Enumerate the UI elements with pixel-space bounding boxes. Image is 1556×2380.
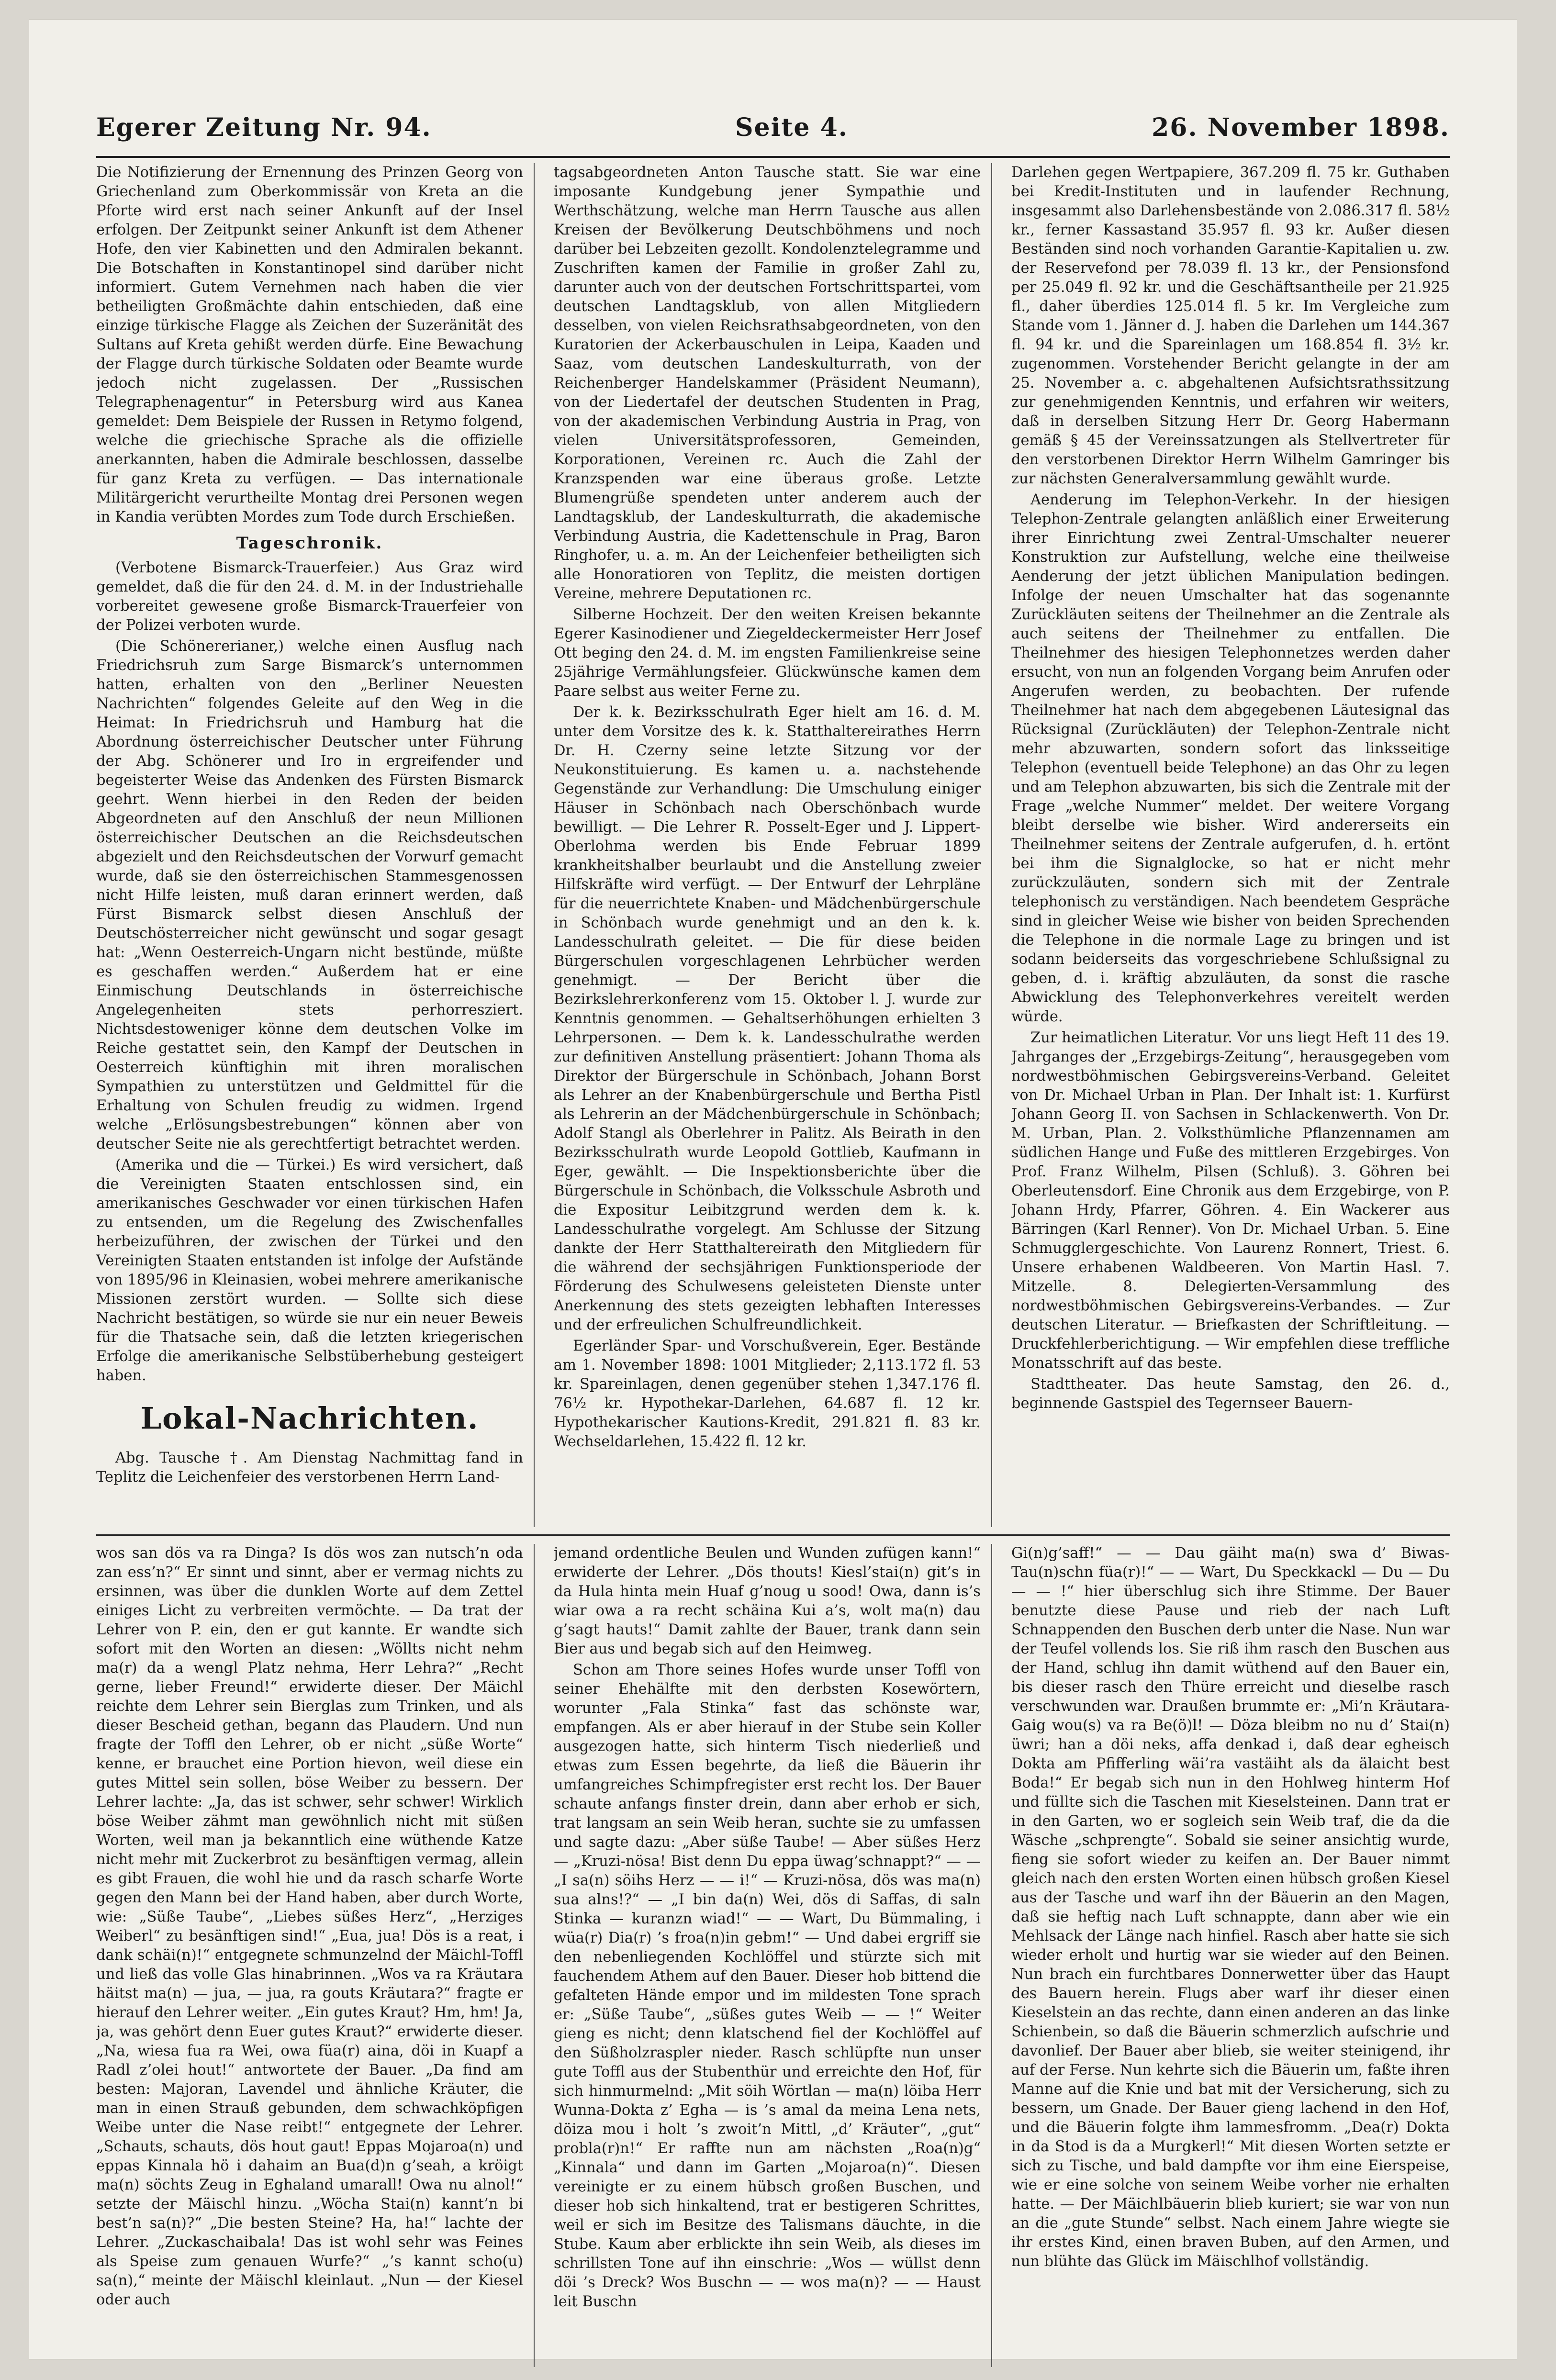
article-schoenererianer: (Die Schönererianer,) welche einen Ausflug nach Friedrichsruh zum Sarge Bismarck’s unternommen hatten, erhalten von den „Berliner Neuesten Nachrichten“ folgendes Geleite auf den Weg in die Heimat: In Friedrichsruh und Hamburg hat die Abordnung österreichischer Deutscher unter Führung der Abg. Schönerer und Iro in ergreifender und begeisterter Weise das Andenken des Fürsten Bismarck geehrt. Wenn hierbei in den Reden der beiden Abgeordneten auf den Anschluß der neun Millionen österreichischer Deutschen an die Reichsdeutschen abgezielt und den Reichsdeutschen der Vorwurf gemacht wurde, daß sie den österreichischen Stammesgenossen nicht Hilfe leisten, muß daran erinnert werden, daß Fürst Bismarck selbst diesen Anschluß der Deutschösterreicher nicht gewünscht und sogar gesagt hat: „Wenn Oesterreich-Ungarn nicht bestünde, müßte es geschaffen werden.“ Außerdem hat er eine Einmischung Deutschlands in österreichische Angelegenheiten stets perhorresziert. Nichtsdestoweniger könne dem deutschen Volke im Reiche gestattet sein, den Kampf der Deutschen in Oesterreich künftighin mit ihren moralischen Sympathien zu unterstützen und Geldmittel für die Erhaltung von Schulen freudig zu widmen. Irgend welche „Erlösungsbestrebungen“ können aber von deutscher Seite nie als gerechtfertigt betrachtet werden.	[96, 638, 523, 1152]
feuilleton-rule	[96, 1534, 1450, 1536]
section-heading-tageschronik: Tageschronik.	[236, 534, 383, 553]
article-crete: Die Notifizierung der Ernennung des Prinzen Georg von Griechenland zum Oberkommissär von Kreta an die Pforte wird erst nach seiner Ankunft auf der Insel erfolgen. Der Zeitpunkt seiner Ankunft ist dem Athener Hofe, den vier Kabinetten und den Admiralen bekannt. Die Botschaften in Konstantinopel sind darüber nicht informiert. Gutem Vernehmen nach haben die vier betheiligten Großmächte dahin entschieden, daß eine einzige türkische Flagge als Zeichen der Suzeränität des Sultans auf Kreta gehißt werden dürfe. Eine Bewachung der Flagge durch türkische Soldaten oder Beamte wurde jedoch nicht zugelassen. Der „Russischen Telegraphenagentur“ in Petersburg wird aus Kanea gemeldet: Dem Beispiele der Russen in Retymo folgend, welche die griechische Sprache als die offizielle anerkannten, haben die Admirale beschlossen, dasselbe für ganz Kreta zu verfügen. — Das internationale Militärgericht verurtheilte Montag drei Personen wegen in Kandia verübten Mordes zum Tode durch Erschießen.	[96, 164, 523, 525]
feuilleton-column-2	[554, 1544, 992, 2367]
header-masthead: Egerer Zeitung Nr. 94.	[96, 113, 432, 142]
article-amerika-tuerkei: (Amerika und die — Türkei.) Es wird versichert, daß die Vereinigten Staaten entschlossen sind, ein amerikanisches Geschwader vor einen türkischen Hafen zu entsenden, um die Regelung des Zwischenfalles herbeizuführen, der zwischen der Türkei und den Vereinigten Staaten entstanden ist infolge der Aufstände von 1895/96 in Kleinasien, wobei mehrere amerikanische Missionen zerstört wurden. — Sollte sich diese Nachricht bestätigen, so würde sie nur ein neuer Beweis für die Thatsache sein, daß die letzten kriegerischen Erfolge die amerikanische Selbstüberhebung gesteigert haben.	[96, 1157, 523, 1384]
page-header	[96, 113, 1450, 146]
header-page-number: Seite 4.	[735, 113, 848, 142]
news-column-2	[554, 163, 992, 1527]
newspaper-page	[29, 19, 1517, 2359]
article-bismarck-trauerfeier: (Verbotene Bismarck-Trauerfeier.) Aus Graz wird gemeldet, daß die für den 24. d. M. in der Industriehalle vorbereitet gewesene große Bismarck-Trauerfeier von der Polizei verboten wurde.	[96, 559, 523, 634]
article-sparverein: Egerländer Spar- und Vorschußverein, Eger. Bestände am 1. November 1898: 1001 Mitglieder; 2,113.172 fl. 53 kr. Spareinlagen, denen gegenüber stehen 1,347.176 fl. 76½ kr. Hypothekar-Darlehen, 64.687 fl. 12 kr. Hypothekarischer Kautions-Kredit, 291.821 fl. 83 kr. Wechseldarlehen, 15.422 fl. 12 kr.	[554, 1338, 981, 1450]
news-column-1	[96, 163, 535, 1527]
article-stadttheater: Stadttheater. Das heute Samstag, den 26. d., beginnende Gastspiel des Tegernseer Bauern-	[1011, 1376, 1450, 1412]
feuilleton-section	[96, 1544, 1450, 2367]
feuilleton-text-3: Gi(n)g’saff!“ — — Dau gäiht ma(n) swa d’ Biwas-Tau(n)schn füa(r)!“ — — Wart, Du Speckkackl — Du — Du — — !“ hier überschlug sich ihre Stimme. Der Bauer benutzte diese Pause und rieb der nach Luft Schnappenden den Buschen derb unter die Nase. Nun war der Teufel vollends los. Sie riß ihm rasch den Buschen aus der Hand, schlug ihn damit wüthend auf den Bauer ein, bis dieser rasch den Thüre erreicht und dieselbe rasch verschwunden war. Draußen brummte er: „Mi’n Kräutara-Gaig wou(s) va ra Be(ö)l! — Döza bleibm no nu d’ Stai(n) üwri; han a döi neks, affa denkad i, daß dear egheisch Dokta am Pfifferling wäi’ra vastäiht als da älaicht best Boda!“ Er begab sich nun in den Hohlweg hinterm Hof und füllte sich die Taschen mit Kieselsteinen. Dann trat er in den Garten, wo er sogleich sein Weib traf, die da die Wäsche „schprengte“. Sobald sie seiner ansichtig wurde, fieng sie sofort wieder zu keifen an. Der Bauer nimmt gleich nach den ersten Worten einen hübsch großen Kiesel aus der Tasche und warf ihn der Bäuerin an den Magen, daß sie heftig nach Luft schnappte, dann aber wie ein Mehlsack der Länge nach hinfiel. Rasch aber hatte sie sich wieder erholt und hurtig war sie wieder auf den Beinen. Nun brach ein furchtbares Donnerwetter über das Haupt des Bauern herein. Flugs aber warf ihr dieser einen Kieselstein an das rechte, dann einen anderen an das linke Schienbein, so daß die Bäuerin schmerzlich aufschrie und davonlief. Der Bauer aber blieb, sie weiter steinigend, ihr auf der Ferse. Nun kehrte sich die Bäuerin um, faßte ihren Manne auf die Knie und bat mit der Versicherung, sich zu bessern, um Gnade. Der Bauer gieng lachend in den Hof, und die Bäuerin folgte ihm lammesfromm. „Dea(r) Dokta in da Stod is da a Murgkerl!“ Mit diesen Worten setzte er sich zu Tische, und bald dampfte vor ihm eine Eierspeise, wie er eine solche von seinem Weibe vorher nie erhalten hatte. — Der Mäichlbäuerin blieb kuriert; sie war von nun an die „gute Stunde“ selbst. Nach einem Jahre wiegte sie ihr erstes Kind, einen braven Buben, auf den Armen, und nun blühte das Glück im Mäischlhof vollständig.	[1011, 1545, 1450, 2270]
news-section	[96, 163, 1450, 1527]
feuilleton-text-2a: jemand ordentliche Beulen und Wunden zufügen kann!“ erwiderte der Lehrer. „Dös thouts! Kiesl’stai(n) git’s in da Hula hinta mein Huaf g’noug u sood! Owa, dann is’s wiar owa a ra recht schäina Kui a’s, wolt ma(n) dau g’sagt hauts!“ Damit zahlte der Bauer, trank dann sein Bier aus und begab sich auf den Heimweg.	[554, 1545, 981, 1657]
header-rule	[96, 156, 1450, 158]
feuilleton-text-2b: Schon am Thore seines Hofes wurde unser Toffl von seiner Ehehälfte mit den derbsten Kosewörtern, worunter „Fala Stinka“ fast das schönste war, empfangen. Als er aber hierauf in der Stube sein Koller ausgezogen hatte, sich hinterm Tisch niederließ und etwas zum Essen begehrte, da ließ die Bäuerin ihr umfangreiches Schimpfregister erst recht los. Der Bauer schaute anfangs finster drein, dann aber erhob er sich, trat langsam an sein Weib heran, suchte sie zu umfassen und sagte dazu: „Aber süße Taube! — Aber süßes Herz — „Kruzi-nösa! Bist denn Du eppa üwag’schnappt?“ — — „I sa(n) söihs Herz — — i!“ — Kruzi-nösa, dös was ma(n) sua alns!?“ — „I bin da(n) Wei, dös di Saffas, di saln Stinka — kuranzn wiad!“ — — Wart, Du Bümmaling, i wüa(r) Dia(r) ’s froa(n)in gebm!“ — Und dabei ergriff sie den nebenliegenden Kochlöffel und stürzte sich mit fauchendem Athem auf den Bauer. Dieser hob bittend die gefalteten Hände empor und im mildesten Tone sprach er: „Süße Taube“, „süßes gutes Weib — — !“ Weiter gieng es nicht; denn klatschend fiel der Kochlöffel auf den Süßholzraspler nieder. Rasch schlüpfte nun unser gute Toffl aus der Stubenthür und erreichte den Hof, für sich hinmurmelnd: „Mit söih Wörtlan — ma(n) löiba Herr Wunna-Dokta z’ Egha — is ’s amal da meina Lena nets, döiza mou i holt ’s zwoit’n Mittl, „d’ Kräuter“, „gut“ probla(r)n!“ Er raffte nun am nächsten „Roa(n)g“ „Kinnala“ und dann im Garten „Mojaroa(n)“. Diesen vereinigte er zu einem hübsch großen Buschen, und dieser hob sich hinkaltend, trat er bestigeren Schrittes, weil er sich im Besitze des Talismans däuchte, in die Stube. Kaum aber erblickte ihn sein Weib, als dieses im schrillsten Tone auf ihn einschrie: „Wos — wüllst denn döi ’s Dreck? Wos Buschn — — wos ma(n)? — — Haust leit Buschn	[554, 1662, 981, 2310]
article-literatur: Zur heimatlichen Literatur. Vor uns liegt Heft 11 des 19. Jahrganges der „Erzgebirgs-Zeitung“, herausgegeben vom nordwestböhmischen Gebirgsvereins-Verband. Geleitet von Dr. Michael Urban in Plan. Der Inhalt ist: 1. Kurfürst Johann Georg II. von Sachsen in Schlackenwerth. Von Dr. M. Urban, Plan. 2. Volksthümliche Pflanzennamen am südlichen Hange und Fuße des mittleren Erzgebirges. Von Prof. Franz Wilhelm, Pilsen (Schluß). 3. Göhren bei Oberleutensdorf. Eine Chronik aus dem Erzgebirge, von P. Johann Hrdy, Pfarrer, Göhren. 4. Ein Wackerer aus Bärringen (Karl Renner). Von Dr. Michael Urban. 5. Eine Schmugglergeschichte. Von Laurenz Ronnert, Triest. 6. Unsere erhabenen Waldbeeren. Von Martin Hasl. 7. Mitzelle. 8. Delegierten-Versammlung des nordwestböhmischen Gebirgsvereins-Verbandes. — Zur deutschen Literatur. — Briefkasten der Schriftleitung. — Druckfehlerberichtigung. — Wir empfehlen diese treffliche Monatsschrift auf das beste.	[1011, 1029, 1450, 1372]
article-telephon: Aenderung im Telephon-Verkehr. In der hiesigen Telephon-Zentrale gelangten anläßlich einer Erweiterung ihrer Einrichtung zwei Zentral-Umschalter neuerer Konstruktion zur Aufstellung, welche eine theilweise Aenderung der jetzt üblichen Manipulation bedingen. Infolge der neuen Umschalter hat das sogenannte Zurückläuten seitens der Theilnehmer an die Zentrale als auch seitens der Theilnehmer zu entfallen. Die Theilnehmer des hiesigen Telephonnetzes werden daher ersucht, von nun an folgenden Vorgang beim Anrufen oder Angerufen werden, zu beobachten. Der rufende Theilnehmer hat nach dem abgegebenen Läutesignal das Rücksignal (Zurückläuten) der Telephon-Zentrale nicht mehr abzuwarten, sondern sofort das linksseitige Telephon (eventuell beide Telephone) an das Ohr zu legen und am Telephon abzuwarten, bis sich die Zentrale mit der Frage „welche Nummer“ meldet. Der weitere Vorgang bleibt derselbe wie bisher. Wird andererseits ein Theilnehmer seitens der Zentrale aufgerufen, d. h. ertönt bei ihm die Signalglocke, so hat er nicht mehr zurückzuläuten, sondern sich mit der Zentrale telephonisch zu verständigen. Nach beendetem Gespräche sind in gleicher Weise wie bisher von beiden Sprechenden die Telephone in die normale Lage zu bringen und ist sodann beiderseits das vorgeschriebene Schlußsignal zu geben, d. i. kräftig abzuläuten, da sonst die rasche Abwicklung des Telephonverkehres vereitelt werden würde.	[1011, 492, 1450, 1025]
article-tausche: Abg. Tausche †. Am Dienstag Nachmittag fand in Teplitz die Leichenfeier des verstorbenen Herrn Land-	[96, 1450, 523, 1486]
header-date: 26. November 1898.	[1152, 113, 1450, 142]
section-heading-lokal-nachrichten: Lokal-Nachrichten.	[140, 1401, 479, 1436]
article-tausche-cont: tagsabgeordneten Anton Tausche statt. Sie war eine imposante Kundgebung jener Sympathie und Werthschätzung, welche man Herrn Tausche aus allen Kreisen der Bevölkerung Deutschböhmens und noch darüber bei Lebzeiten gezollt. Kondolenztelegramme und Zuschriften kamen der Familie in großer Zahl zu, darunter auch von der deutschen Fortschrittspartei, vom deutschen Landtagsklub, von allen Mitgliedern desselben, von vielen Reichsrathsabgeordneten, von den Kuratorien der Ackerbauschulen in Leipa, Kaaden und Saaz, vom deutschen Landeskulturrath, von der Reichenberger Handelskammer (Präsident Neumann), von der Liedertafel der deutschen Studenten in Prag, von der akademischen Verbindung Austria in Prag, von vielen Universitätsprofessoren, Gemeinden, Korporationen, Vereinen rc. Auch die Zahl der Kranzspenden war eine überaus große. Letzte Blumengrüße spendeten unter anderem auch der Landtagsklub, der Landeskulturrath, die akademische Verbindung Austria, die Kadettenschule in Prag, Baron Ringhofer, u. a. m. An der Leichenfeier betheiligten sich alle Honoratioren von Teplitz, die meisten dortigen Vereine, mehrere Deputationen rc.	[554, 164, 981, 602]
feuilleton-text-1: wos san dös va ra Dinga? Is dös wos zan nutsch’n oda zan ess’n?“ Er sinnt und sinnt, aber er vermag nichts zu ersinnen, was über die dunklen Worte auf dem Zettel einiges Licht zu verbreiten vermöchte. — Da trat der Lehrer von P. ein, den er gut kannte. Er wandte sich sofort mit den Worten an diesen: „Wöllts nicht nehm ma(r) da a wengl Platz nehma, Herr Lehra?“ „Recht gerne, lieber Freund!“ erwiderte dieser. Der Mäichl reichte dem Lehrer sein Bierglas zum Trinken, und als dieser Bescheid gethan, begann das Plaudern. Und nun fragte der Toffl den Lehrer, ob er nicht „süße Worte“ kenne, er brauchet eine Portion hievon, weil diese ein gutes Mittel sein sollen, böse Weiber zu bessern. Der Lehrer lachte: „Ja, das ist schwer, sehr schwer! Wirklich böse Weiber zähmt man gewöhnlich nicht mit süßen Worten, weil man ja bekanntlich eine wüthende Katze nicht mehr mit Zuckerbrot zu besänftigen vermag, allein es gibt Frauen, die wohl hie und da rasch scharfe Worte gegen den Mann bei der Hand haben, aber durch Worte, wie: „Süße Taube“, „Liebes süßes Herz“, „Herziges Weiberl“ zu besänftigen sind!“ „Eua, jua! Dös is a reat, i dank schäi(n)!“ entgegnete schmunzelnd der Mäichl-Toffl und ließ das volle Glas hinabrinnen. „Wos va ra Kräutara häitst ma(n) — jua, — jua, ra gouts Kräutara?“ fragte er hierauf den Lehrer weiter. „Ein gutes Kraut? Hm, hm! Ja, ja, was gehört denn Euer gutes Kraut?“ erwiderte dieser. „Na, wiesa fua ra Wei, owa füa(r) aina, döi in Kuapf a Radl z’olei hout!“ antwortete der Bauer. „Da find am besten: Majoran, Lavendel und ähnliche Kräuter, die man in einen Strauß gebunden, dem schwachköpfigen Weibe unter die Nase reibt!“ entgegnete der Lehrer. „Schauts, schauts, dös hout gaut! Eppas Mojaroa(n) und eppas Kinnala hö i dahaim an Bua(d)n g’seah, a kröigt ma(n) söchts Zeug in Eghaland umarall! Owa nu alnol!“ setzte der Mäischl hinzu. „Wöcha Stai(n) kannt’n bi best’n sa(n)?“ „Die besten Steine? Ha, ha!“ lachte der Lehrer. „Zuckaschaibala! Das ist wohl sehr was Feines als Speise zum genauen Wurfe?“ „’s kannt scho(u) sa(n),“ meinte der Mäischl kleinlaut. „Nun — der Kiesel oder auch	[96, 1545, 523, 2308]
news-column-3	[1011, 163, 1450, 1527]
article-silberne-hochzeit: Silberne Hochzeit. Der den weiten Kreisen bekannte Egerer Kasinodiener und Ziegeldeckermeister Herr Josef Ott beging den 24. d. M. im engsten Familienkreise seine 25jährige Vermählungsfeier. Glückwünsche kamen dem Paare selbst aus weiter Ferne zu.	[554, 606, 981, 700]
feuilleton-column-3	[1011, 1544, 1450, 2367]
feuilleton-column-1	[96, 1544, 535, 2367]
article-sparverein-cont: Darlehen gegen Wertpapiere, 367.209 fl. 75 kr. Guthaben bei Kredit-Instituten und in laufender Rechnung, insgesammt also Darlehensbestände von 2.086.317 fl. 58½ kr., ferner Kassastand 35.957 fl. 93 kr. Außer diesen Beständen sind noch vorhanden Garantie-Kapitalien u. zw. der Reservefond per 78.039 fl. 13 kr., der Pensionsfond per 25.049 fl. 92 kr. und die Geschäftsantheile per 21.925 fl., daher überdies 125.014 fl. 5 kr. Im Vergleiche zum Stande vom 1. Jänner d. J. haben die Darlehen um 144.367 fl. 94 kr. und die Spareinlagen um 168.854 fl. 3½ kr. zugenommen. Vorstehender Bericht gelangte in der am 25. November a. c. abgehaltenen Aufsichtsrathssitzung zur genehmigenden Kenntnis, und erfahren wir weiters, daß in derselben Sitzung Herr Dr. Georg Habermann gemäß § 45 der Vereinssatzungen als Stellvertreter für den verstorbenen Direktor Herrn Wilhelm Gamringer bis zur nächsten Generalversammlung gewählt wurde.	[1011, 164, 1450, 487]
article-bezirksschulrath: Der k. k. Bezirksschulrath Eger hielt am 16. d. M. unter dem Vorsitze des k. k. Statthaltereirathes Herrn Dr. H. Czerny seine letzte Sitzung vor der Neukonstituierung. Es kamen u. a. nachstehende Gegenstände zur Verhandlung: Die Umschulung einiger Häuser in Schönbach nach Oberschönbach wurde bewilligt. — Die Lehrer R. Posselt-Eger und J. Lippert-Oberlohma werden bis Ende Februar 1899 krankheitshalber beurlaubt und die Anstellung zweier Hilfskräfte wird verfügt. — Der Entwurf der Lehrpläne für die neuerrichtete Knaben- und Mädchenbürgerschule in Schönbach wurde genehmigt und an den k. k. Landesschulrath geleitet. — Die für diese beiden Bürgerschulen vorgeschlagenen Lehrbücher werden genehmigt. — Der Bericht über die Bezirkslehrerkonferenz vom 15. Oktober l. J. wurde zur Kenntnis genommen. — Gehaltserhöhungen erhielten 3 Lehrpersonen. — Dem k. k. Landesschulrathe werden zur definitiven Anstellung präsentiert: Johann Thoma als Direktor der Bürgerschule in Schönbach, Johann Borst als Lehrer an der Knabenbürgerschule und Bertha Pistl als Lehrerin an der Mädchenbürgerschule in Schönbach; Adolf Stangl als Oberlehrer in Palitz. Als Beirath in den Bezirksschulrath wurde Leopold Gottlieb, Kaufmann in Eger, gewählt. — Die Inspektionsberichte über die Bürgerschule in Schönbach, die Volksschule Asbroth und die Expositur Leibitzgrund werden dem k. k. Landesschulrathe vorgelegt. Am Schlusse der Sitzung dankte der Herr Statthaltereirath den Mitgliedern für die während der sechsjährigen Funktionsperiode der Förderung des Schulwesens geleisteten Dienste unter Anerkennung des stets gezeigten lebhaften Interesses und der erfreulichen Schulfreundlichkeit.	[554, 704, 981, 1333]
